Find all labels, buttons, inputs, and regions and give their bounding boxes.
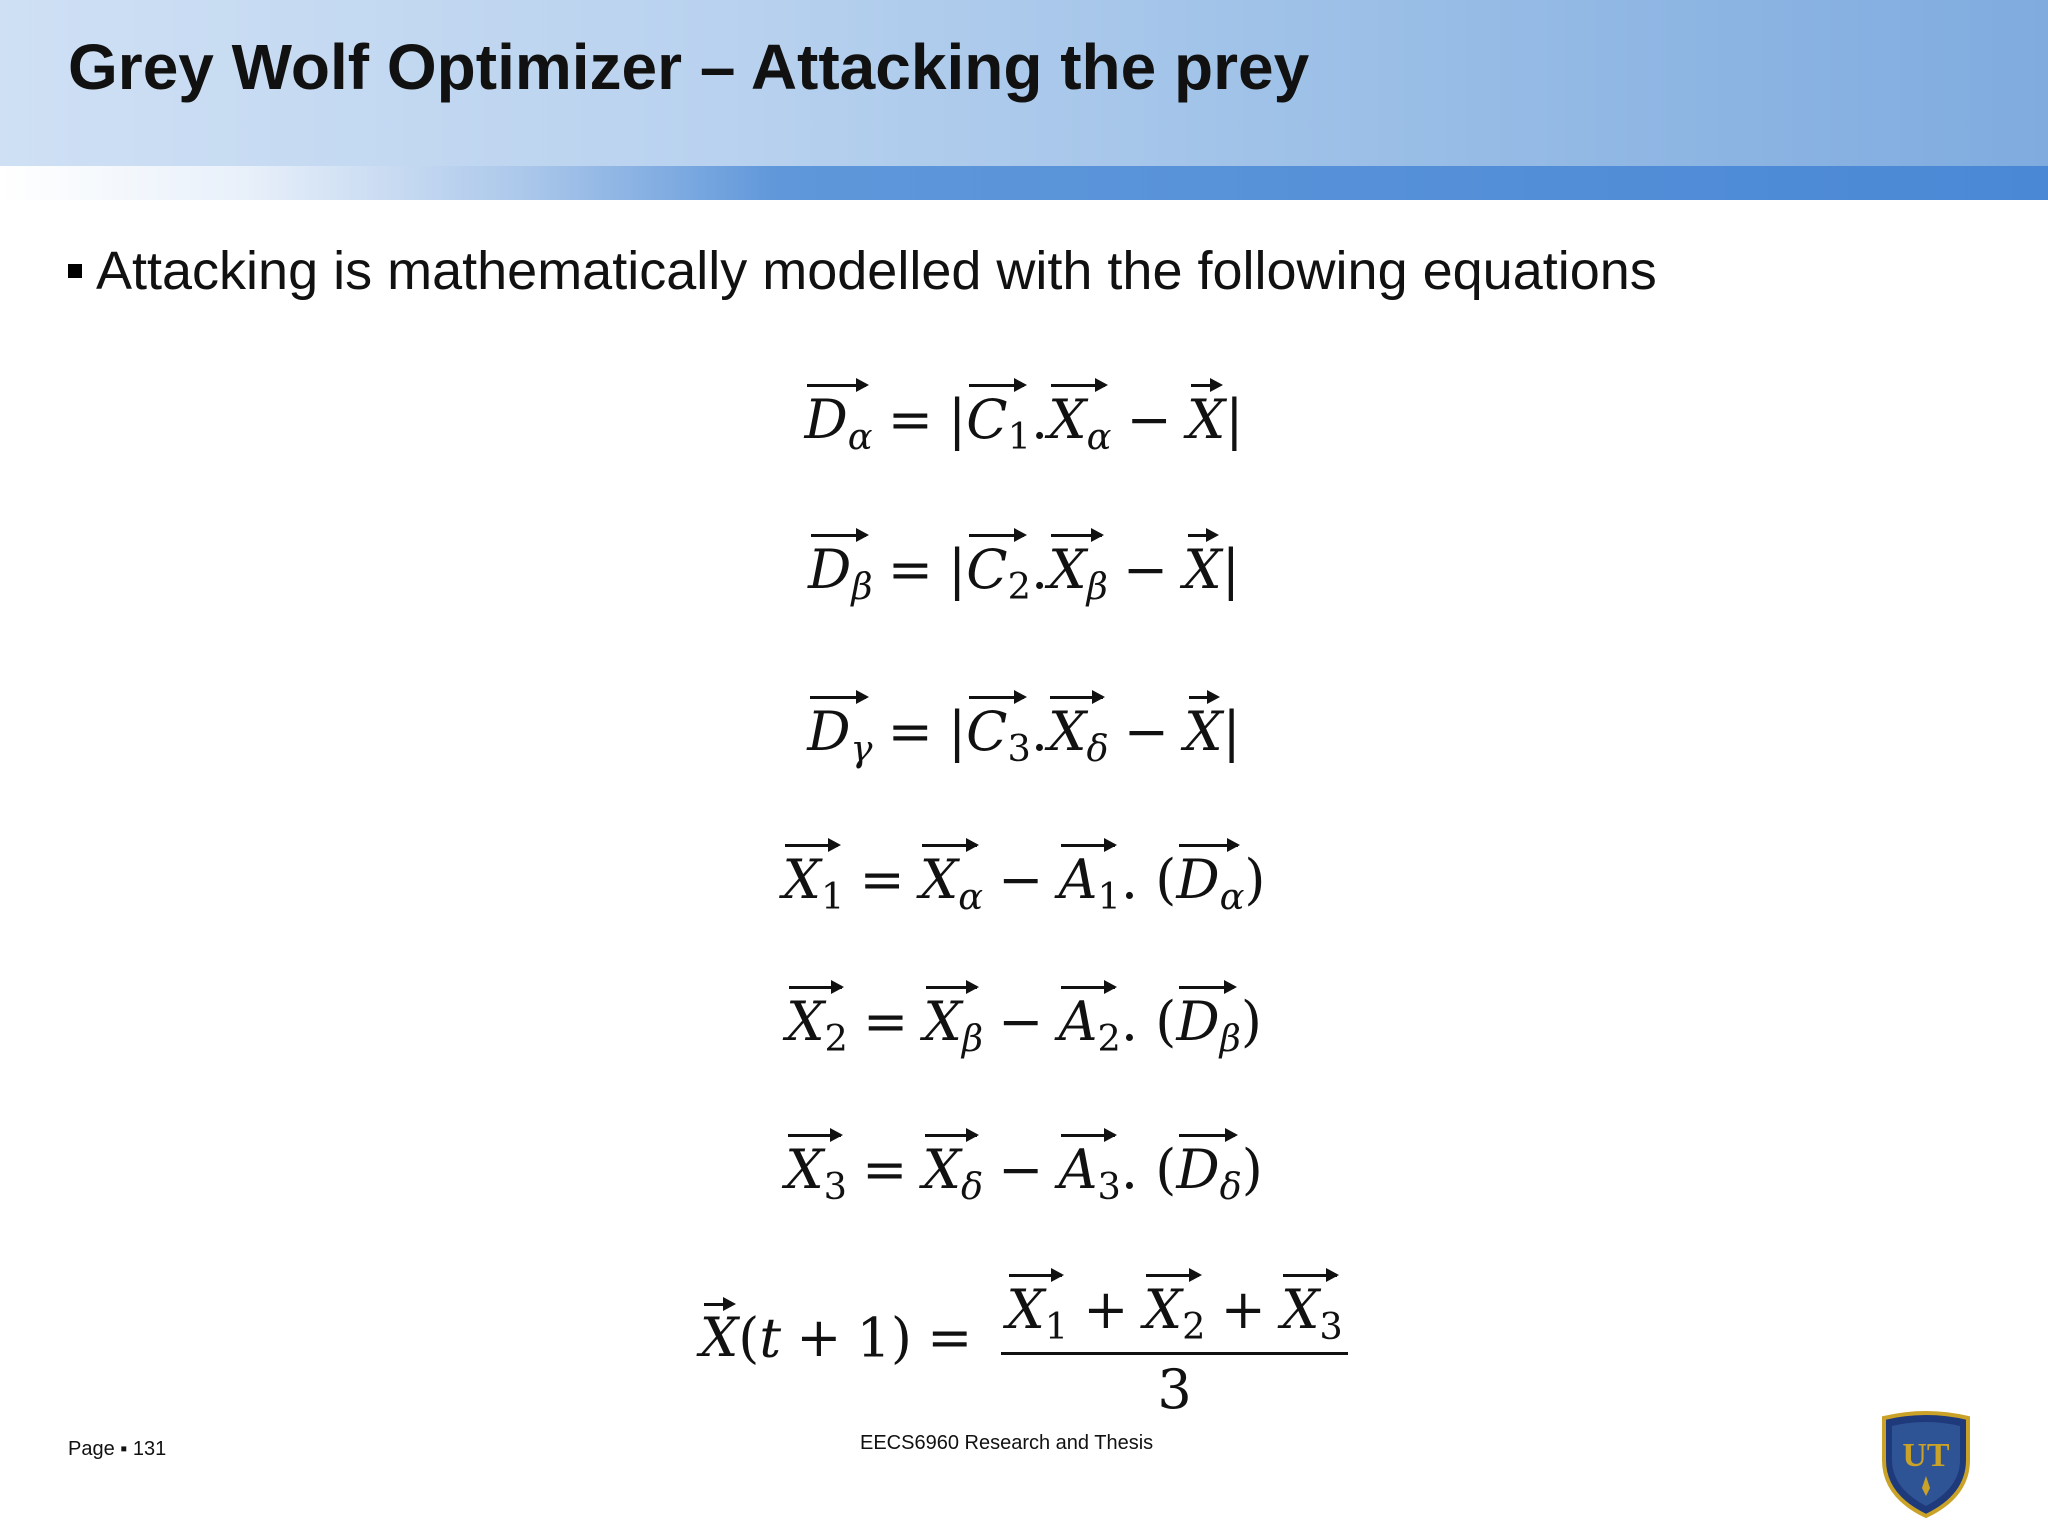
symbol: X [782,848,821,912]
subscript: α [1219,875,1245,919]
subscript: 2 [1007,565,1031,609]
bullet-square-icon [68,264,82,278]
bullet-item [68,240,1657,302]
symbol: A [1058,990,1098,1054]
vector-x-alpha [919,838,984,919]
vector-x [699,1296,739,1370]
vector-x1 [782,838,845,919]
symbol: X [1184,700,1223,764]
equation-x2 [0,980,2048,1061]
subscript: 3 [1319,1305,1343,1349]
symbol: D [1176,1138,1220,1202]
operator: + [1220,1278,1266,1342]
subscript: 3 [1097,1165,1121,1209]
subscript: β [851,565,873,609]
subscript: 1 [820,875,845,919]
symbol: X [919,848,959,912]
subscript: γ [850,727,873,771]
operator: + [1083,1278,1129,1342]
equation-x1 [0,838,2048,919]
equation-d-alpha [0,378,2048,459]
vector-x3 [785,1128,848,1209]
symbol: D [804,388,848,452]
symbol: A [1058,848,1098,912]
vector-x-beta [923,980,984,1061]
vector-d-beta [808,528,873,609]
vector-x2 [1143,1268,1206,1349]
fraction-denominator: 3 [1157,1357,1192,1421]
symbol: X [785,1138,824,1202]
paren: ( [1155,848,1177,912]
vector-d-alpha [1176,838,1245,919]
operator: . [1120,1138,1139,1202]
operator: = [927,1306,973,1370]
subscript: δ [1086,727,1109,771]
operator: − [1126,388,1172,452]
subscript: β [1086,565,1108,609]
ut-shield-logo [1876,1408,1976,1520]
vector-x-alpha [1048,378,1112,459]
symbol: X [1048,700,1087,764]
fraction-numerator [1001,1268,1348,1355]
equation-d-beta [0,528,2048,609]
symbol: X [1280,1278,1320,1342]
subscript: 2 [1182,1305,1206,1349]
operator: − [998,1138,1044,1202]
operator: = [887,388,933,452]
vector-x-beta [1048,528,1108,609]
symbol: X [1006,1278,1045,1342]
paren: ( [1155,1138,1177,1202]
logo-text: UT [1902,1437,1950,1474]
symbol: A [1058,1138,1098,1202]
abs-bar: | [1225,388,1244,452]
vector-d-delta [1176,1128,1242,1209]
vector-a1 [1058,838,1121,919]
vector-a3 [1058,1128,1121,1209]
paren: ) [890,1306,912,1370]
symbol: C [966,538,1008,602]
operator: . [1030,538,1049,602]
vector-x1 [1006,1268,1069,1349]
operator: . [1120,848,1139,912]
equation-x-update [0,1268,2048,1421]
paren: ) [1244,848,1266,912]
abs-bar: | [1222,700,1241,764]
subscript: β [1219,1017,1241,1061]
abs-bar: | [947,700,967,764]
abs-bar: | [948,538,967,602]
symbol: X [922,1138,961,1202]
symbol: X [786,990,825,1054]
operator: − [1122,538,1169,602]
subscript: δ [1219,1165,1242,1209]
vector-x3 [1280,1268,1343,1349]
operator: . [1030,388,1049,452]
vector-d-gamma [807,690,873,771]
bullet-text: Attacking is mathematically modelled with the following equations [96,241,1657,301]
symbol: C [966,700,1008,764]
operator: . [1030,700,1049,764]
vector-x [1183,528,1222,602]
subscript: 1 [1097,875,1121,919]
operator: − [998,848,1044,912]
vector-d-beta [1176,980,1241,1061]
page-number: Page ▪ 131 [68,1438,167,1460]
paren: ( [738,1306,760,1370]
subscript: 2 [1097,1017,1121,1061]
equation-x3 [0,1128,2048,1209]
slide-title: Grey Wolf Optimizer – Attacking the prey [68,31,1310,103]
operator: − [1123,700,1169,764]
operator: − [998,990,1044,1054]
symbol: X [923,990,962,1054]
symbol: C [966,388,1008,452]
operator: = [863,990,909,1054]
symbol: X [1048,388,1087,452]
subscript: δ [960,1165,984,1209]
subscript: β [961,1017,984,1061]
vector-x-delta [922,1128,984,1209]
subscript: α [847,415,873,459]
symbol: X [1186,388,1226,452]
symbol: X [1183,538,1222,602]
operator: = [859,848,905,912]
title-banner-stripe [0,166,2048,200]
subscript: α [1086,415,1112,459]
vector-c1 [966,378,1031,459]
paren: ( [1155,990,1177,1054]
vector-d-alpha [804,378,873,459]
symbol: D [808,538,852,602]
operator: = [887,700,933,764]
paren: ) [1240,990,1262,1054]
footer-course: EECS6960 Research and Thesis [860,1432,1154,1454]
abs-bar: | [948,388,967,452]
subscript: 3 [823,1165,848,1209]
operator: = [887,538,933,602]
abs-bar: | [1221,538,1240,602]
vector-c3 [966,690,1031,771]
subscript: 3 [1007,727,1031,771]
symbol: X [1143,1278,1183,1342]
equation-d-gamma [0,690,2048,771]
subscript: 1 [1007,415,1031,459]
vector-x [1184,690,1223,764]
subscript: 1 [1044,1305,1069,1349]
symbol: D [1176,990,1220,1054]
subscript: 2 [824,1017,848,1061]
subscript: α [958,875,984,919]
symbol: t [759,1306,782,1370]
vector-x [1186,378,1226,452]
symbol: D [807,700,851,764]
symbol: X [699,1306,739,1370]
vector-x2 [786,980,848,1061]
number: 1 [856,1306,891,1370]
vector-x-delta [1048,690,1109,771]
operator: = [862,1138,908,1202]
operator: + [796,1306,842,1370]
fraction [1001,1268,1348,1421]
symbol: D [1176,848,1220,912]
symbol: X [1048,538,1087,602]
vector-a2 [1058,980,1121,1061]
operator: . [1120,990,1139,1054]
paren: ) [1241,1138,1263,1202]
vector-c2 [966,528,1031,609]
